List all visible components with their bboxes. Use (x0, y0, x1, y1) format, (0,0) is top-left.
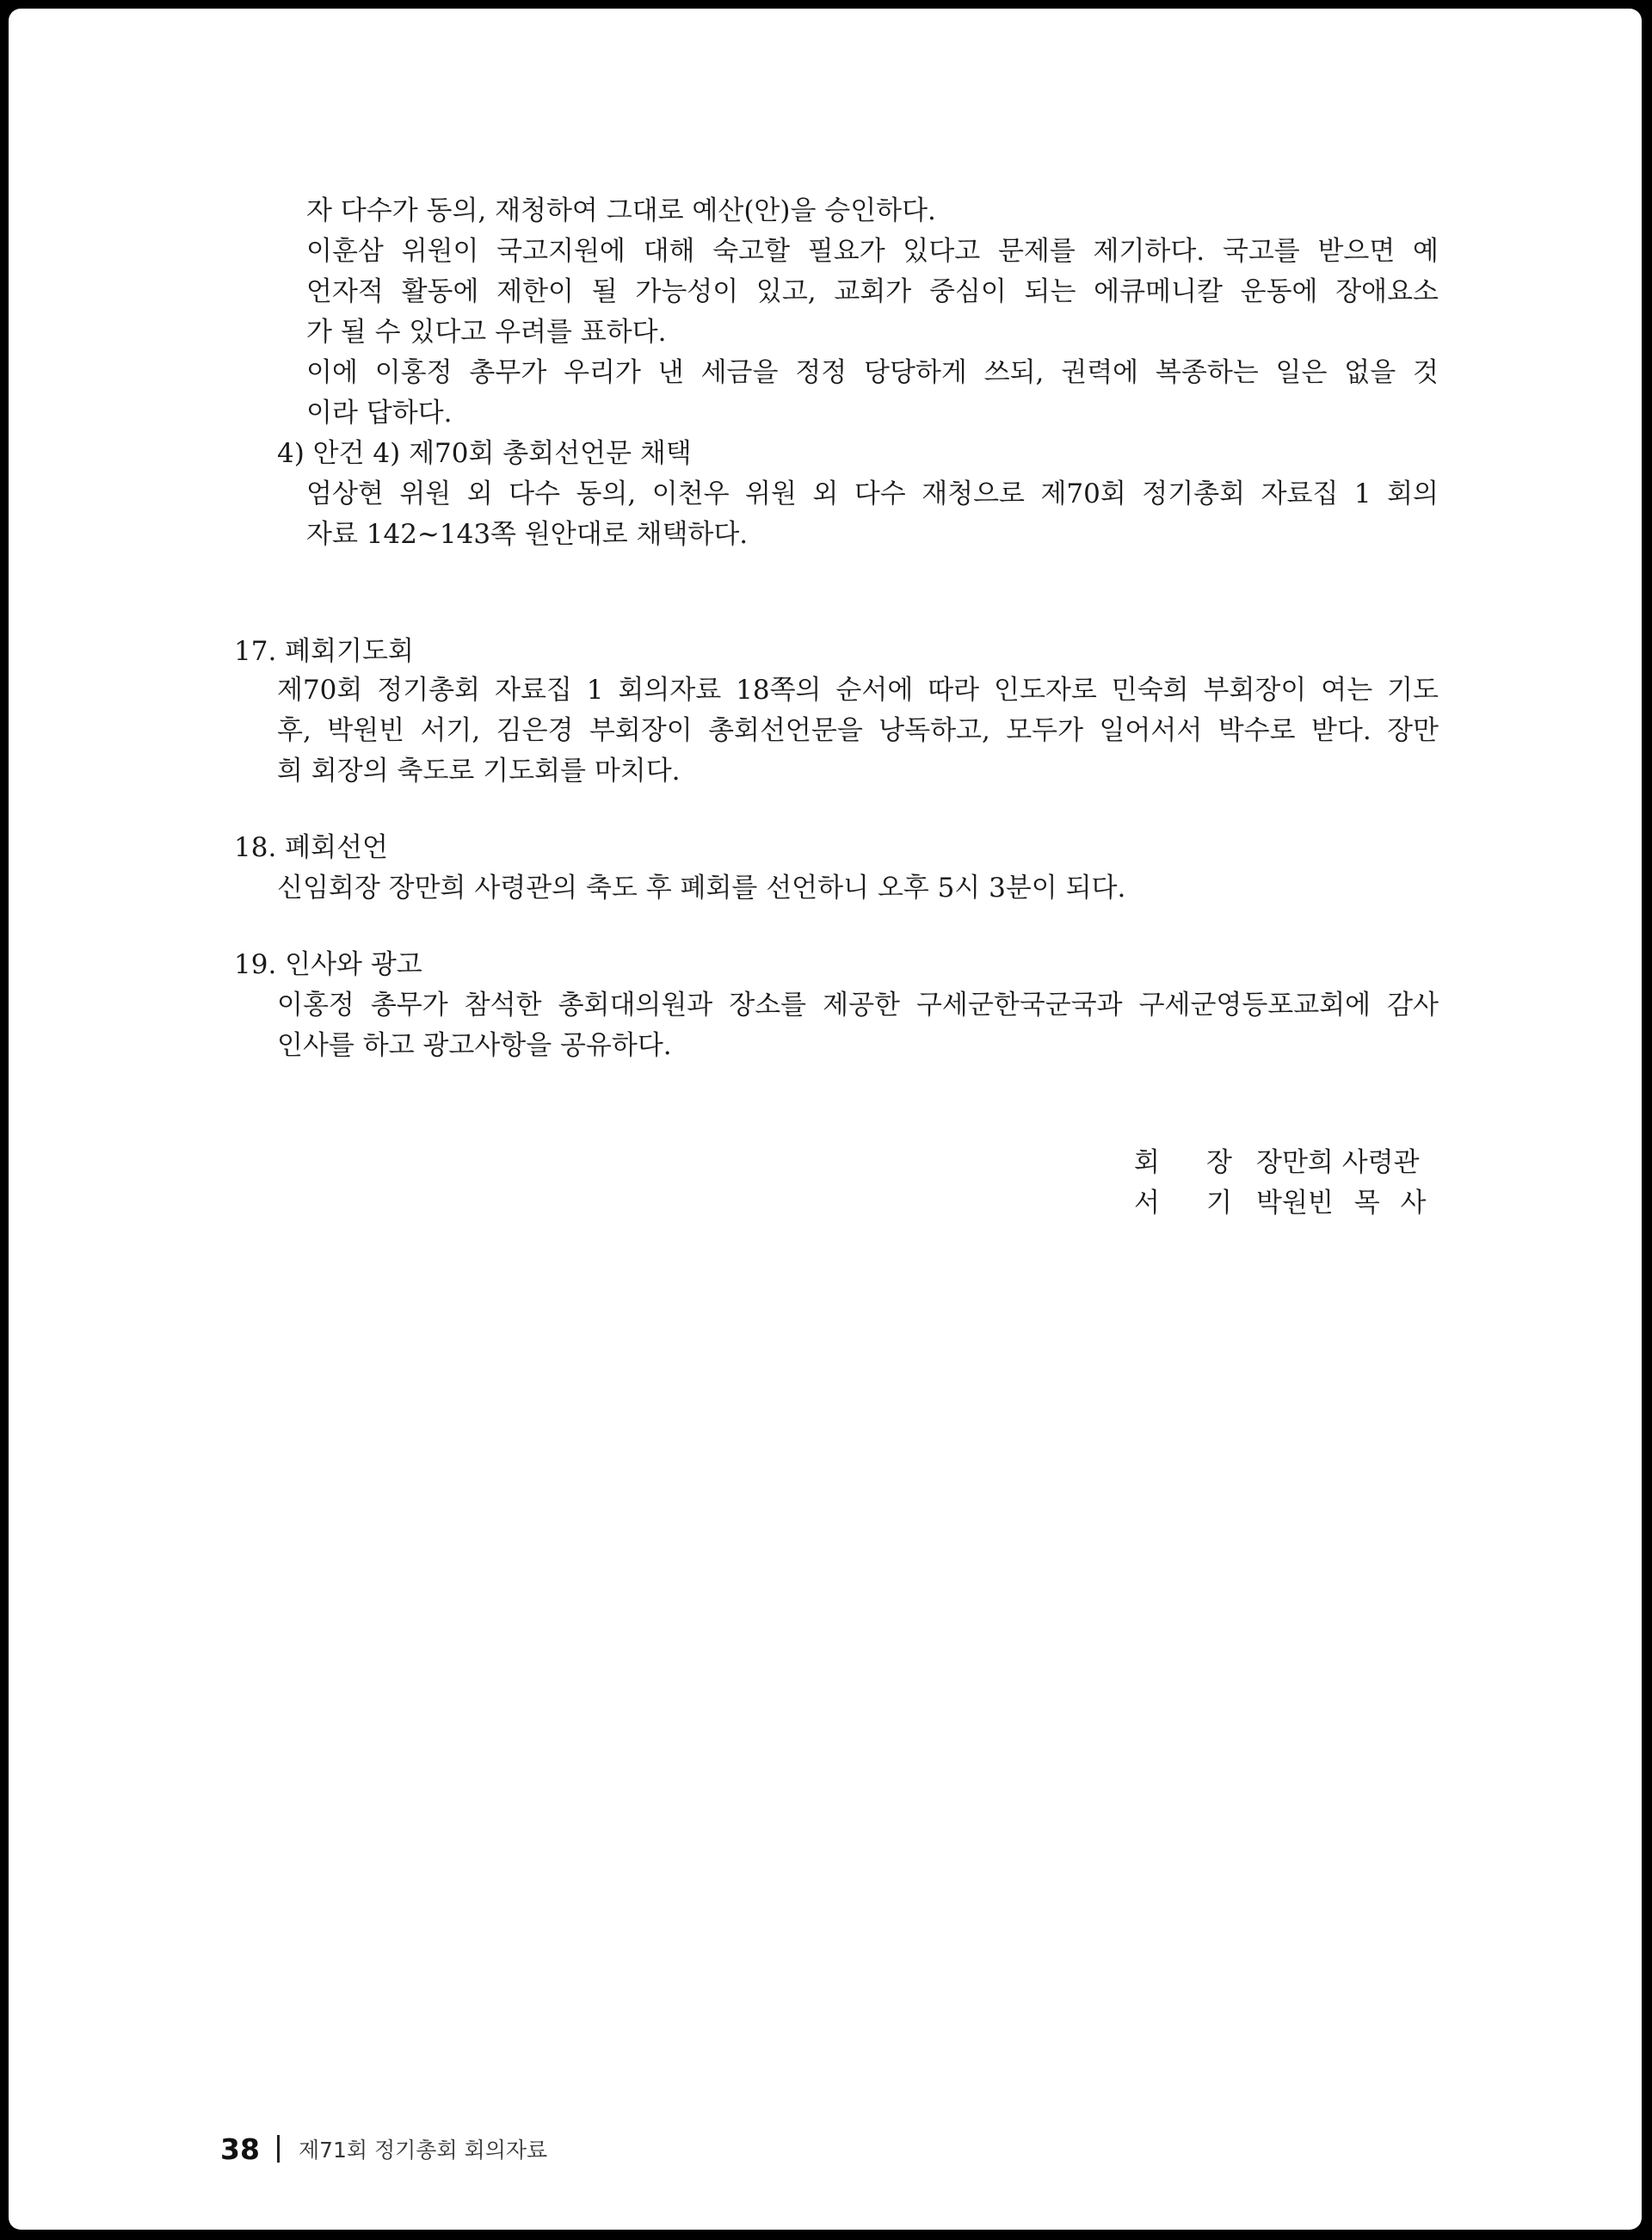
signature-title-char: 서 (1134, 1188, 1160, 1219)
signature-title-char: 장 (1206, 1147, 1232, 1178)
section-heading: 19. 인사와 광고 (234, 949, 422, 980)
signature-name: 박원빈 목 사 (1256, 1188, 1427, 1219)
body-line: 가 될 수 있다고 우려를 표하다. (306, 317, 667, 348)
body-line: 이에 이홍정 총무가 우리가 낸 세금을 정정 당당하게 쓰되, 권력에 복종하는 일은 없을 것 (306, 357, 1439, 388)
body-line: 엄상현 위원 외 다수 동의, 이천우 위원 외 다수 재청으로 제70회 정기총회 자료집 1 회의 (306, 478, 1439, 509)
body-line: 이홍정 총무가 참석한 총회대의원과 장소를 제공한 구세군한국군국과 구세군영등포교회에 감사 (277, 990, 1439, 1021)
body-line: 신임회장 장만희 사령관의 축도 후 폐회를 선언하니 오후 5시 3분이 되다. (277, 873, 1126, 904)
page-footer (220, 2127, 547, 2170)
footer-title: 제71회 정기총회 회의자료 (298, 2138, 548, 2163)
body-line: 후, 박원빈 서기, 김은경 부회장이 총회선언문을 낭독하고, 모두가 일어서서 박수로 받다. 장만 (277, 715, 1439, 746)
body-line: 자료 142~143쪽 원안대로 채택하다. (306, 519, 749, 550)
section-heading: 18. 폐회선언 (234, 832, 388, 863)
signature-name: 장만희 사령관 (1256, 1147, 1420, 1178)
footer-divider (277, 2135, 280, 2163)
body-line: 이훈삼 위원이 국고지원에 대해 숙고할 필요가 있다고 문제를 제기하다. 국고를 받으면 예 (306, 236, 1439, 267)
body-line: 언자적 활동에 제한이 될 가능성이 있고, 교회가 중심이 되는 에큐메니칼 운동에 장애요소 (306, 276, 1439, 307)
signature-title-char: 회 (1134, 1147, 1160, 1178)
section-heading: 17. 폐회기도회 (234, 636, 414, 667)
body-line: 인사를 하고 광고사항을 공유하다. (277, 1030, 672, 1061)
document-page (9, 9, 1642, 2230)
body-line: 이라 답하다. (306, 398, 453, 429)
signature-title-char: 기 (1206, 1188, 1232, 1219)
body-line: 희 회장의 축도로 기도회를 마치다. (277, 756, 681, 787)
page-number: 38 (220, 2132, 260, 2166)
agenda-subitem-heading: 4) 안건 4) 제70회 총회선언문 채택 (277, 438, 692, 469)
body-line: 자 다수가 동의, 재청하여 그대로 예산(안)을 승인하다. (306, 195, 936, 226)
body-line: 제70회 정기총회 자료집 1 회의자료 18쪽의 순서에 따라 인도자로 민숙희 부회장이 여는 기도 (277, 675, 1439, 706)
